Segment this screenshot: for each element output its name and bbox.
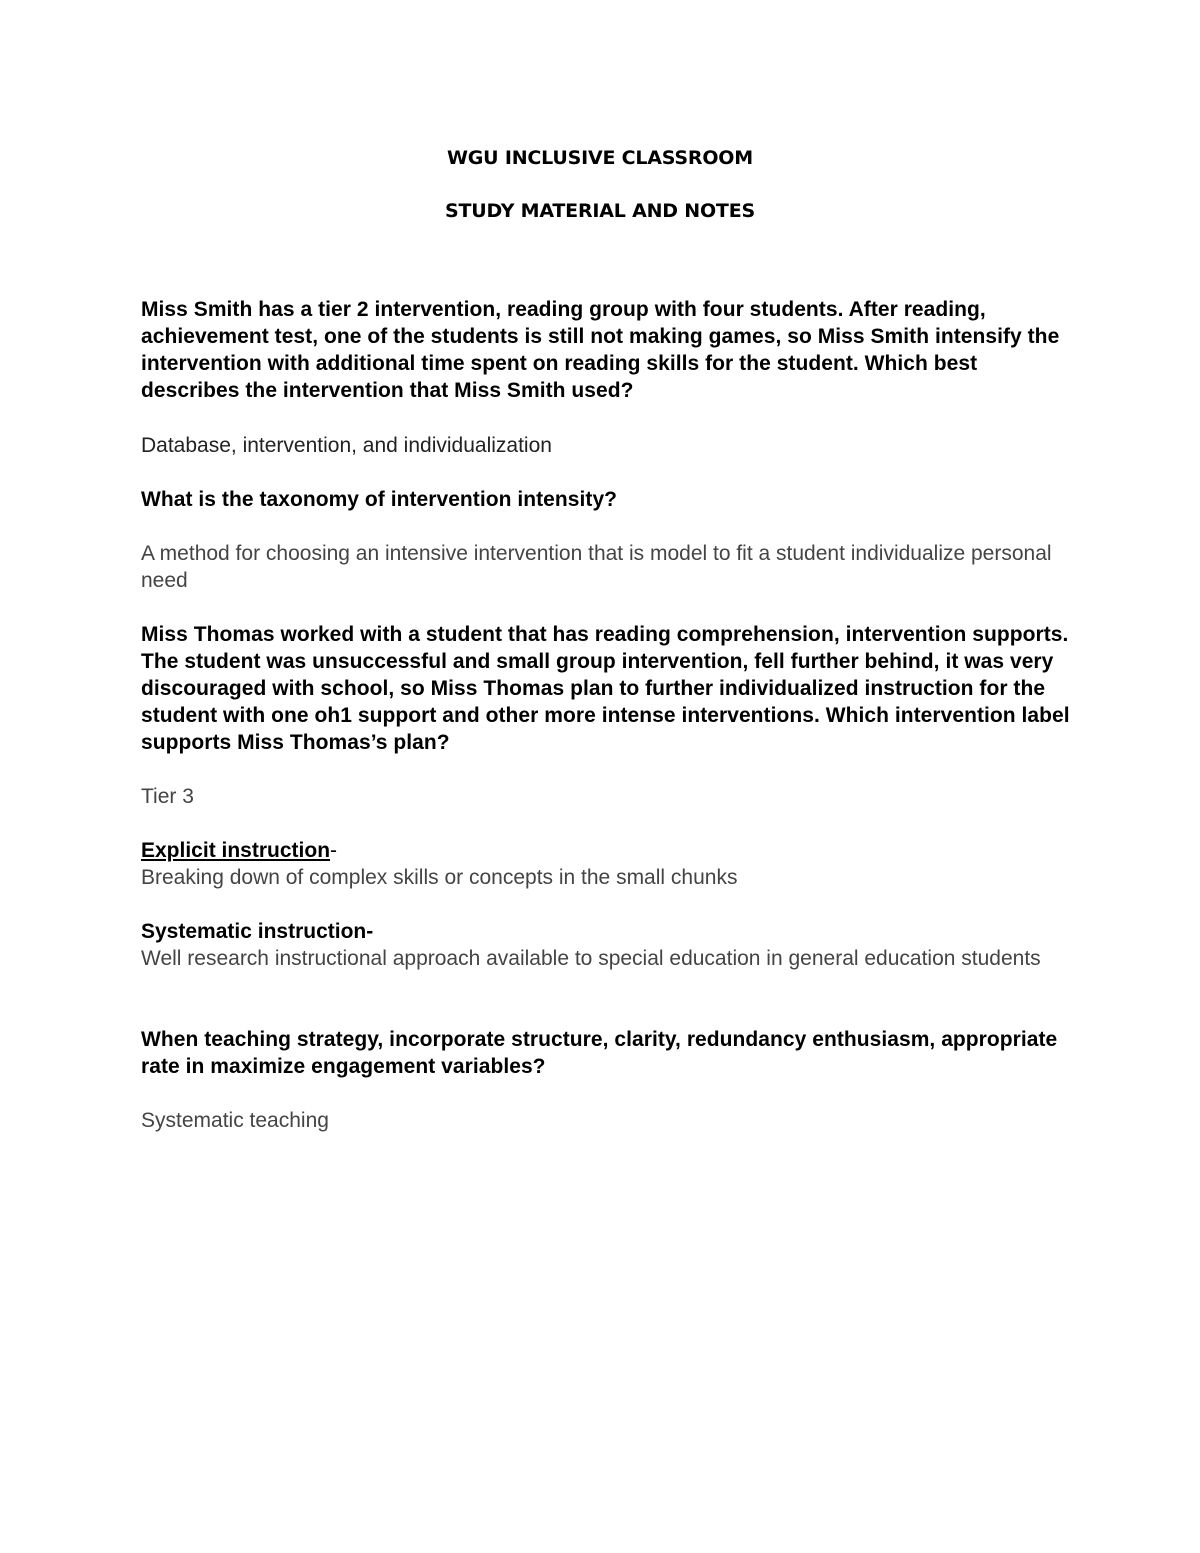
document-title: WGU INCLUSIVE CLASSROOM <box>447 147 753 169</box>
term-explicit-instruction <box>141 837 1071 864</box>
question-2: What is the taxonomy of intervention intensity? <box>141 488 618 511</box>
answer-4: Systematic teaching <box>141 1109 329 1132</box>
answer-2: A method for choosing an intensive intervention that is model to fit a student individualize personal need <box>141 542 1052 592</box>
document-subtitle: STUDY MATERIAL AND NOTES <box>445 200 755 222</box>
definition-systematic-instruction: Well research instructional approach available to special education in general education students <box>141 947 1041 970</box>
question-3: Miss Thomas worked with a student that has reading comprehension, intervention supports. The student was unsuccessful and small group intervention, fell further behind, it was very discouraged with school, so Miss Thomas plan to further individualized instruction for the student with one oh1 support and other more intense interventions. Which intervention label supports Miss Thomas’s plan? <box>141 623 1070 754</box>
answer-3: Tier 3 <box>141 785 194 808</box>
question-1: Miss Smith has a tier 2 intervention, reading group with four students. After reading, achievement test, one of the students is still not making games, so Miss Smith intensify the intervention with additional time spent on reading skills for the student. Which best describes the intervention that Miss Smith used? <box>141 298 1060 402</box>
document-body <box>141 296 1071 1134</box>
definition-explicit-instruction: Breaking down of complex skills or concepts in the small chunks <box>141 866 738 889</box>
answer-1: Database, intervention, and individualization <box>141 434 552 457</box>
term-systematic-instruction: Systematic instruction- <box>141 920 374 943</box>
term-explicit-instruction-label: Explicit instruction <box>141 839 331 862</box>
question-4: When teaching strategy, incorporate structure, clarity, redundancy enthusiasm, appropriate rate in maximize engagement variables? <box>141 1028 1058 1078</box>
term-explicit-instruction-dash: - <box>330 839 338 862</box>
